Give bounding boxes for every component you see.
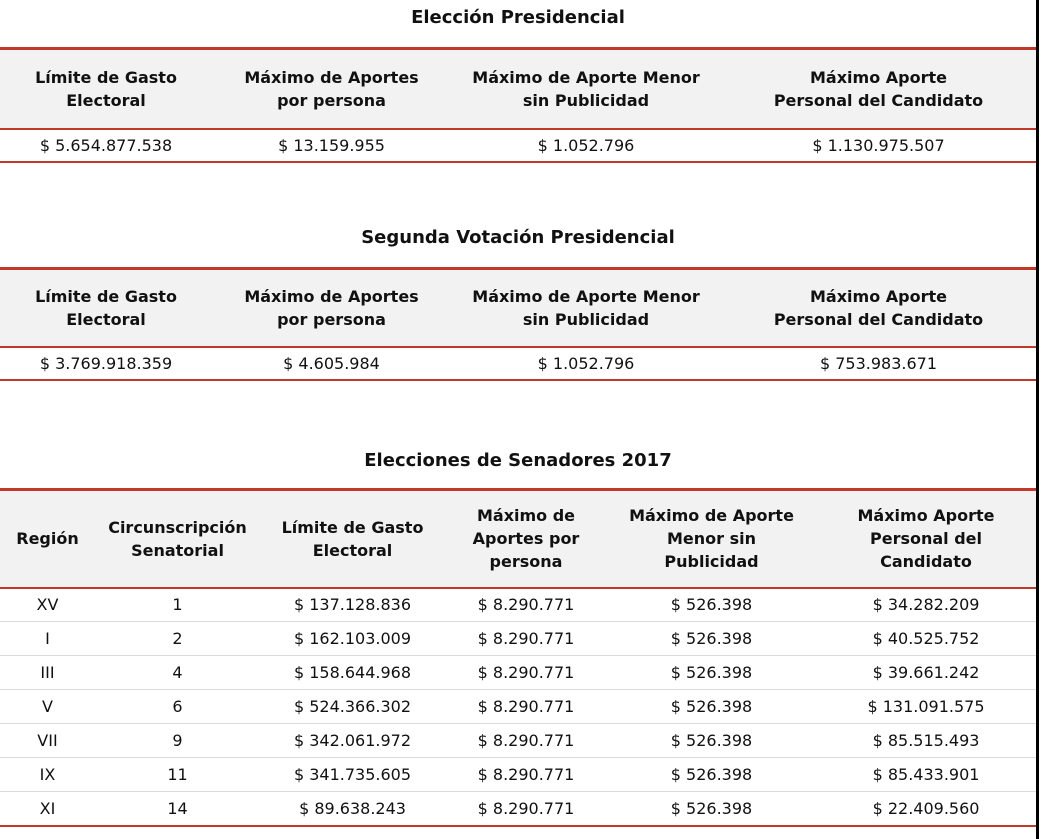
aporte-menor-cell: $ 526.398 xyxy=(607,690,816,724)
table-row xyxy=(0,724,1036,758)
senators-title: Elecciones de Senadores 2017 xyxy=(364,450,672,471)
aporte-menor-cell: $ 526.398 xyxy=(607,724,816,758)
value-cell: $ 4.605.984 xyxy=(212,347,451,380)
region-cell: III xyxy=(0,656,95,690)
header-aporte-menor: Máximo de Aporte Menor sin Publicidad xyxy=(607,490,816,588)
limite-cell: $ 524.366.302 xyxy=(260,690,445,724)
header-aporte-menor: Máximo de Aporte Menor sin Publicidad xyxy=(451,49,721,129)
header-limite-gasto: Límite de Gasto Electoral xyxy=(260,490,445,588)
region-cell: VII xyxy=(0,724,95,758)
limite-cell: $ 89.638.243 xyxy=(260,792,445,826)
value-cell: $ 3.769.918.359 xyxy=(0,347,212,380)
limite-cell: $ 341.735.605 xyxy=(260,758,445,792)
circunscripcion-cell: 2 xyxy=(95,622,260,656)
value-cell: $ 1.052.796 xyxy=(451,129,721,162)
header-region: Región xyxy=(0,490,95,588)
circunscripcion-cell: 9 xyxy=(95,724,260,758)
aporte-menor-cell: $ 526.398 xyxy=(607,792,816,826)
value-cell: $ 753.983.671 xyxy=(721,347,1036,380)
aporte-personal-cell: $ 22.409.560 xyxy=(816,792,1036,826)
region-cell: I xyxy=(0,622,95,656)
header-limite-gasto: Límite de Gasto Electoral xyxy=(0,269,212,347)
table-row xyxy=(0,129,1036,162)
limite-cell: $ 158.644.968 xyxy=(260,656,445,690)
aportes-cell: $ 8.290.771 xyxy=(445,792,607,826)
header-aporte-personal: Máximo Aporte Personal del Candidato xyxy=(816,490,1036,588)
presidential-table xyxy=(0,47,1036,163)
region-cell: XV xyxy=(0,588,95,622)
aportes-cell: $ 8.290.771 xyxy=(445,724,607,758)
runoff-table xyxy=(0,267,1036,381)
value-cell: $ 1.130.975.507 xyxy=(721,129,1036,162)
value-cell: $ 1.052.796 xyxy=(451,347,721,380)
aportes-cell: $ 8.290.771 xyxy=(445,690,607,724)
region-cell: V xyxy=(0,690,95,724)
presidential-title: Elección Presidencial xyxy=(411,7,625,28)
table-row xyxy=(0,588,1036,622)
page-right-border xyxy=(1036,0,1039,839)
table-row xyxy=(0,347,1036,380)
aporte-menor-cell: $ 526.398 xyxy=(607,622,816,656)
table-row xyxy=(0,690,1036,724)
limite-cell: $ 342.061.972 xyxy=(260,724,445,758)
aporte-personal-cell: $ 39.661.242 xyxy=(816,656,1036,690)
circunscripcion-cell: 11 xyxy=(95,758,260,792)
circunscripcion-cell: 1 xyxy=(95,588,260,622)
header-aporte-menor: Máximo de Aporte Menor sin Publicidad xyxy=(451,269,721,347)
value-cell: $ 13.159.955 xyxy=(212,129,451,162)
senators-table xyxy=(0,488,1036,827)
header-aporte-personal: Máximo Aporte Personal del Candidato xyxy=(721,49,1036,129)
value-cell: $ 5.654.877.538 xyxy=(0,129,212,162)
table-row xyxy=(0,656,1036,690)
circunscripcion-cell: 6 xyxy=(95,690,260,724)
aportes-cell: $ 8.290.771 xyxy=(445,758,607,792)
aporte-menor-cell: $ 526.398 xyxy=(607,588,816,622)
header-maximo-aportes: Máximo de Aportes por persona xyxy=(212,269,451,347)
limite-cell: $ 137.128.836 xyxy=(260,588,445,622)
header-maximo-aportes: Máximo de Aportes por persona xyxy=(445,490,607,588)
aporte-menor-cell: $ 526.398 xyxy=(607,656,816,690)
aportes-cell: $ 8.290.771 xyxy=(445,588,607,622)
aporte-personal-cell: $ 40.525.752 xyxy=(816,622,1036,656)
table-row xyxy=(0,792,1036,826)
region-cell: IX xyxy=(0,758,95,792)
header-circunscripcion: Circunscripción Senatorial xyxy=(95,490,260,588)
aporte-menor-cell: $ 526.398 xyxy=(607,758,816,792)
header-aporte-personal: Máximo Aporte Personal del Candidato xyxy=(721,269,1036,347)
circunscripcion-cell: 4 xyxy=(95,656,260,690)
region-cell: XI xyxy=(0,792,95,826)
runoff-title: Segunda Votación Presidencial xyxy=(361,227,675,248)
circunscripcion-cell: 14 xyxy=(95,792,260,826)
header-limite-gasto: Límite de Gasto Electoral xyxy=(0,49,212,129)
table-row xyxy=(0,758,1036,792)
aporte-personal-cell: $ 34.282.209 xyxy=(816,588,1036,622)
limite-cell: $ 162.103.009 xyxy=(260,622,445,656)
aporte-personal-cell: $ 131.091.575 xyxy=(816,690,1036,724)
aportes-cell: $ 8.290.771 xyxy=(445,656,607,690)
header-maximo-aportes: Máximo de Aportes por persona xyxy=(212,49,451,129)
table-row xyxy=(0,622,1036,656)
aporte-personal-cell: $ 85.515.493 xyxy=(816,724,1036,758)
aporte-personal-cell: $ 85.433.901 xyxy=(816,758,1036,792)
aportes-cell: $ 8.290.771 xyxy=(445,622,607,656)
